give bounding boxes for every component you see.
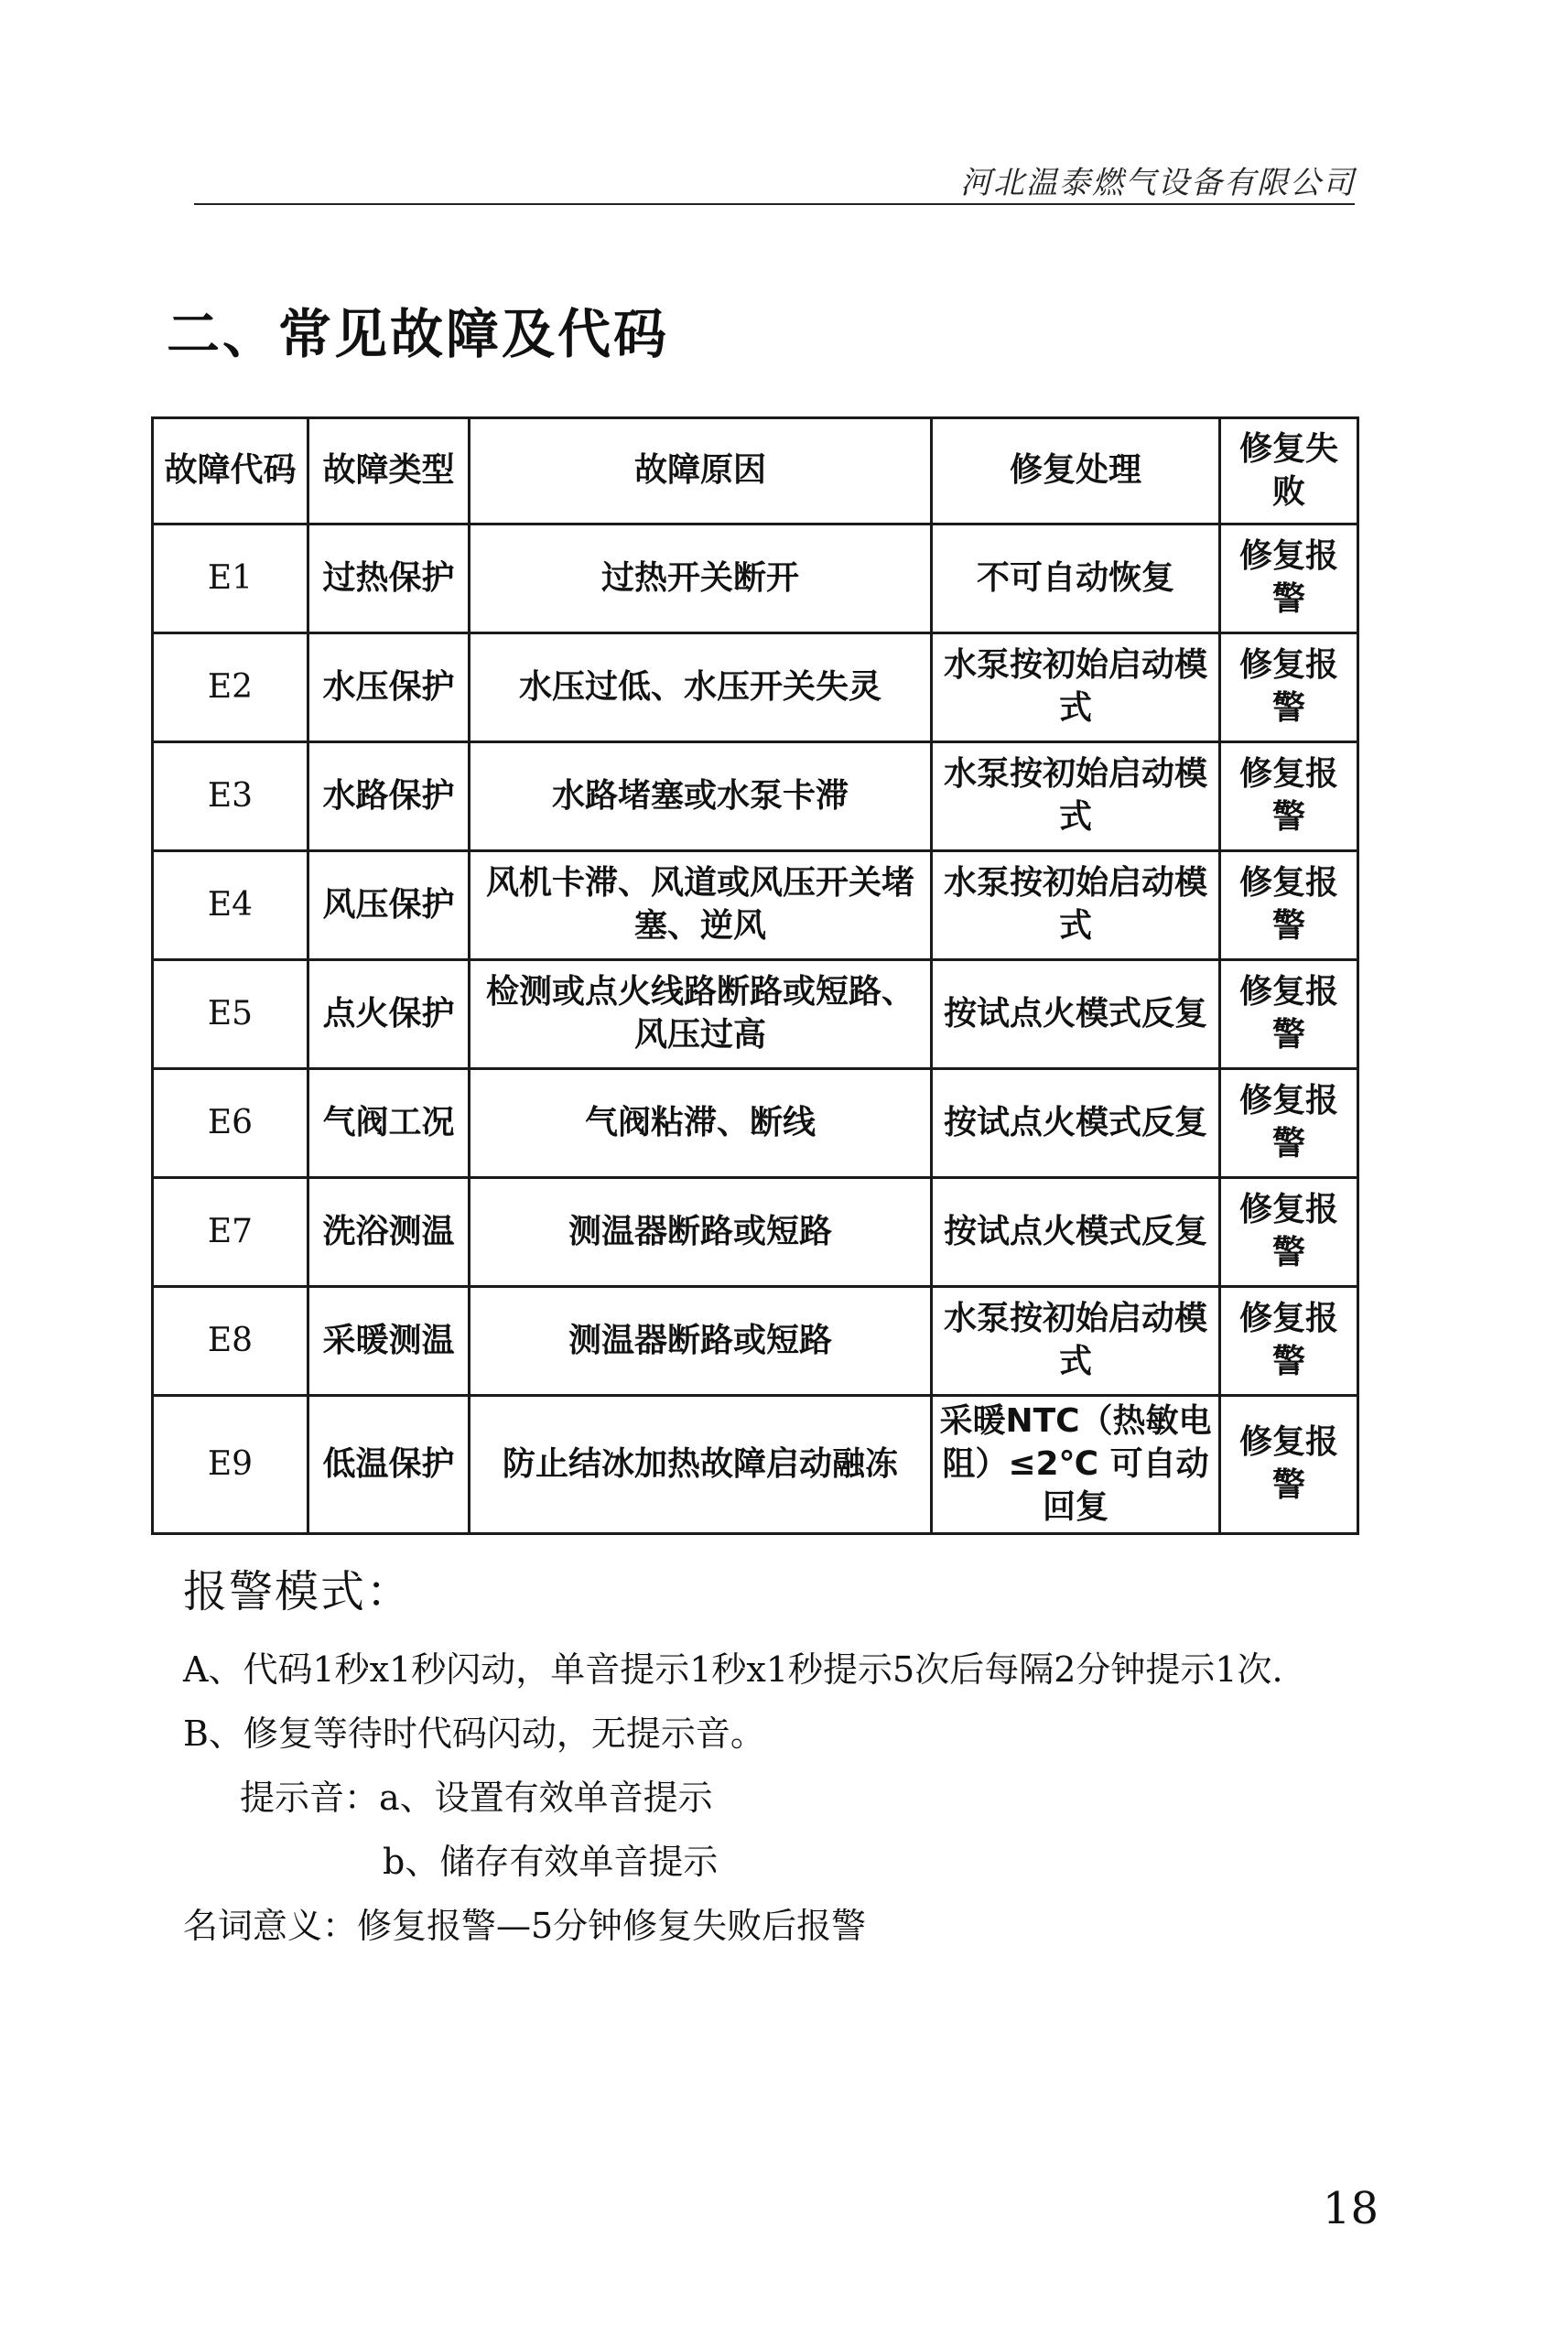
fault-code-table (151, 416, 1359, 1535)
column-header-cause: 故障原因 (470, 418, 932, 524)
tone-b: b、储存有效单音提示 (383, 1842, 719, 1882)
table-row (153, 1396, 1358, 1534)
fault-fail-cell: 修复报警 (1220, 1287, 1358, 1396)
fault-fail-cell: 修复报警 (1220, 851, 1358, 960)
fault-type-cell: 气阀工况 (308, 1069, 470, 1178)
fault-fail-cell: 修复报警 (1220, 960, 1358, 1069)
fault-cause-cell: 过热开关断开 (470, 524, 932, 633)
alarm-mode-title: 报警模式： (183, 1566, 413, 1617)
fault-cause-cell: 测温器断路或短路 (470, 1178, 932, 1287)
alarm-notes (183, 1556, 1373, 1958)
fault-code-cell: E2 (153, 633, 308, 742)
column-header-type: 故障类型 (308, 418, 470, 524)
fault-cause-cell: 测温器断路或短路 (470, 1287, 932, 1396)
fault-cause-cell: 检测或点火线路断路或短路、风压过高 (470, 960, 932, 1069)
fault-code-cell: E8 (153, 1287, 308, 1396)
fault-type-cell: 点火保护 (308, 960, 470, 1069)
fault-fix-cell: 水泵按初始启动模式 (932, 1287, 1220, 1396)
alarm-mode-b: B、修复等待时代码闪动，无提示音。 (183, 1713, 765, 1754)
table-row (153, 960, 1358, 1069)
fault-fix-cell: 按试点火模式反复 (932, 960, 1220, 1069)
column-header-code: 故障代码 (153, 418, 308, 524)
fault-type-cell: 风压保护 (308, 851, 470, 960)
fault-fix-cell: 采暖NTC（热敏电阻）≤2℃ 可自动回复 (932, 1396, 1220, 1534)
fault-cause-cell: 水压过低、水压开关失灵 (470, 633, 932, 742)
column-header-fail: 修复失败 (1220, 418, 1358, 524)
fault-fix-cell: 水泵按初始启动模式 (932, 742, 1220, 851)
column-header-fix: 修复处理 (932, 418, 1220, 524)
table-row (153, 633, 1358, 742)
page-number: 18 (1322, 2183, 1379, 2234)
header-divider (194, 203, 1355, 205)
table-row (153, 742, 1358, 851)
alarm-mode-a: A、代码1秒x1秒闪动，单音提示1秒x1秒提示5次后每隔2分钟提示1次. (183, 1649, 1283, 1690)
fault-cause-cell: 风机卡滞、风道或风压开关堵塞、逆风 (470, 851, 932, 960)
fault-fail-cell: 修复报警 (1220, 633, 1358, 742)
fault-fix-cell: 水泵按初始启动模式 (932, 633, 1220, 742)
company-name: 河北温泰燃气设备有限公司 (960, 165, 1356, 201)
table-header-row (153, 418, 1358, 524)
table-row (153, 524, 1358, 633)
table-row (153, 1178, 1358, 1287)
fault-type-cell: 洗浴测温 (308, 1178, 470, 1287)
fault-cause-cell: 气阀粘滞、断线 (470, 1069, 932, 1178)
fault-code-cell: E1 (153, 524, 308, 633)
section-title: 二、常见故障及代码 (167, 303, 670, 365)
fault-code-cell: E4 (153, 851, 308, 960)
fault-fail-cell: 修复报警 (1220, 1178, 1358, 1287)
fault-type-cell: 采暖测温 (308, 1287, 470, 1396)
fault-code-cell: E7 (153, 1178, 308, 1287)
table-row (153, 1069, 1358, 1178)
table-row (153, 851, 1358, 960)
fault-fix-cell: 按试点火模式反复 (932, 1178, 1220, 1287)
fault-type-cell: 低温保护 (308, 1396, 470, 1534)
fault-fix-cell: 水泵按初始启动模式 (932, 851, 1220, 960)
fault-cause-cell: 防止结冰加热故障启动融冻 (470, 1396, 932, 1534)
fault-fail-cell: 修复报警 (1220, 524, 1358, 633)
term-definition: 名词意义：修复报警—5分钟修复失败后报警 (183, 1906, 867, 1946)
fault-type-cell: 水压保护 (308, 633, 470, 742)
table-row (153, 1287, 1358, 1396)
fault-type-cell: 过热保护 (308, 524, 470, 633)
fault-code-cell: E9 (153, 1396, 308, 1534)
fault-cause-cell: 水路堵塞或水泵卡滞 (470, 742, 932, 851)
fault-code-cell: E3 (153, 742, 308, 851)
fault-fail-cell: 修复报警 (1220, 1396, 1358, 1534)
fault-fix-cell: 按试点火模式反复 (932, 1069, 1220, 1178)
fault-type-cell: 水路保护 (308, 742, 470, 851)
fault-code-cell: E6 (153, 1069, 308, 1178)
fault-fail-cell: 修复报警 (1220, 742, 1358, 851)
fault-fail-cell: 修复报警 (1220, 1069, 1358, 1178)
fault-fix-cell: 不可自动恢复 (932, 524, 1220, 633)
fault-code-cell: E5 (153, 960, 308, 1069)
tone-a: 提示音：a、设置有效单音提示 (240, 1778, 713, 1818)
